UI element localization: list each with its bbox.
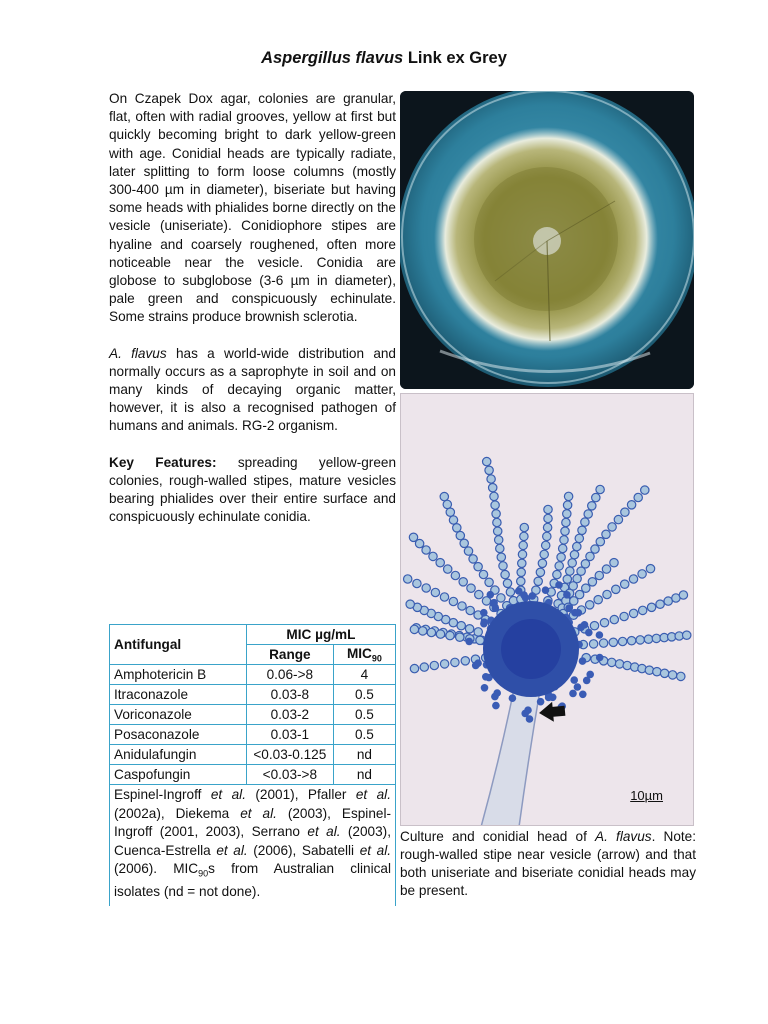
conidium — [440, 492, 448, 500]
conidium — [555, 562, 563, 570]
conidium — [557, 553, 565, 561]
conidium — [453, 524, 461, 532]
phialide-conidium — [489, 599, 497, 607]
mic90-value: 0.5 — [333, 725, 395, 745]
conidium — [634, 493, 642, 501]
conidium — [652, 634, 660, 642]
conidium — [592, 493, 600, 501]
conidium — [566, 567, 574, 575]
ref-etal: et al. — [307, 824, 341, 839]
conidium — [647, 603, 655, 611]
conidium — [543, 532, 551, 540]
conidium — [559, 544, 567, 552]
phialide-conidium — [596, 631, 604, 639]
culture-plate-illustration — [400, 91, 694, 389]
conidium — [575, 534, 583, 542]
conidium — [493, 518, 501, 526]
conidium — [542, 541, 550, 549]
drug-name: Voriconazole — [110, 705, 247, 725]
conidium — [610, 559, 618, 567]
conidium — [568, 559, 576, 567]
conidium — [582, 584, 590, 592]
conidium — [492, 510, 500, 518]
conidium — [422, 584, 430, 592]
phialide-conidium — [480, 609, 488, 617]
conidium — [573, 542, 581, 550]
conidium — [540, 550, 548, 558]
phialide-conidium — [574, 683, 582, 691]
ref-text: (2006), Sabatelli — [247, 842, 360, 858]
phialide-conidium — [596, 654, 604, 662]
conidium — [420, 663, 428, 671]
conidium — [590, 622, 598, 630]
conidium — [489, 484, 497, 492]
conidium — [544, 505, 552, 513]
phialide-conidium — [579, 691, 587, 699]
drug-name: Itraconazole — [110, 685, 247, 705]
conidium — [639, 606, 647, 614]
conidium — [497, 594, 505, 602]
conidium — [660, 669, 668, 677]
conidium — [588, 578, 596, 586]
conidium — [490, 492, 498, 500]
mic90-value: 4 — [333, 665, 395, 685]
conidium — [544, 514, 552, 522]
conidium — [602, 530, 610, 538]
conidium — [610, 615, 618, 623]
conidium — [518, 559, 526, 567]
conidium — [553, 570, 561, 578]
page-title — [0, 49, 768, 68]
conidium — [517, 577, 525, 585]
conidium — [543, 523, 551, 531]
conidium — [499, 562, 507, 570]
conidium — [603, 590, 611, 598]
conidium — [479, 570, 487, 578]
conidium — [677, 672, 685, 680]
conidium — [419, 627, 427, 635]
scale-bar — [630, 788, 663, 803]
conidium — [589, 640, 597, 648]
table-row — [110, 765, 396, 785]
mic90-value: nd — [333, 765, 395, 785]
conidium — [476, 636, 484, 644]
conidium — [608, 658, 616, 666]
conidium — [466, 606, 474, 614]
conidium — [518, 550, 526, 558]
ref-etal: et al. — [359, 842, 391, 858]
phialide-conidium — [571, 609, 579, 617]
conidium — [620, 612, 628, 620]
conidium — [600, 619, 608, 627]
conidium — [501, 570, 509, 578]
conidium — [485, 578, 493, 586]
mic-range: 0.03-8 — [246, 685, 333, 705]
conidium — [464, 547, 472, 555]
conidium — [495, 536, 503, 544]
conidium — [588, 502, 596, 510]
phialide-conidium — [570, 676, 578, 684]
conidium — [485, 466, 493, 474]
conidium — [459, 578, 467, 586]
mic-range: <0.03-0.125 — [246, 745, 333, 765]
conidium — [646, 565, 654, 573]
mic-range: 0.03-2 — [246, 705, 333, 725]
phialide-conidium — [579, 657, 587, 665]
conidium — [461, 657, 469, 665]
conidium — [474, 563, 482, 571]
conidial-head-illustration — [401, 394, 694, 826]
mic90-value: 0.5 — [333, 705, 395, 725]
conidium — [595, 571, 603, 579]
conidium — [641, 486, 649, 494]
conidium — [596, 538, 604, 546]
phialide-conidium — [520, 591, 528, 599]
phialide-conidium — [569, 690, 577, 698]
conidial-head-micrograph — [400, 393, 694, 826]
caption-species: A. flavus — [595, 829, 652, 844]
ref-text: (2003), Espinel-Ingroff (2001, 2003), Serrano — [114, 805, 391, 839]
table-row — [110, 725, 396, 745]
conidium — [410, 664, 418, 672]
ref-text: s from Australian clinical isolates (nd = not done). — [114, 861, 392, 900]
conidium — [491, 501, 499, 509]
phialide-conidium — [542, 586, 550, 594]
conidium — [615, 660, 623, 668]
conidium — [563, 510, 571, 518]
conidium — [497, 553, 505, 561]
conidium — [458, 602, 466, 610]
description-paragraph: On Czapek Dox agar, colonies are granular, flat, often with radial grooves, yellow at first but quickly becoming bright to dark yellow-green with age. Conidial heads are typically radiate, later splitting to form loose columns (mostly 300-400 µm in diameter), biseriate but having some heads with phialides borne directly on the vesicle (uniseriate). Conidiophore stipes are hyaline and coarsely roughened, often more noticeable near the vesicle. Conidia are globose to subglobose (3-6 µm in diameter), pale green and conspicuously echinulate. Some strains produce brownish sclerotia. — [109, 91, 396, 325]
phialide-conidium — [581, 621, 589, 629]
phialide-conidium — [487, 591, 495, 599]
caption-text: Culture and conidial head of — [400, 829, 596, 844]
conidium — [494, 527, 502, 535]
conidium — [599, 639, 607, 647]
conidium — [443, 500, 451, 508]
conidium — [446, 508, 454, 516]
culture-plate-photo — [400, 91, 694, 389]
conidium — [446, 631, 454, 639]
mic-range: 0.03-1 — [246, 725, 333, 745]
conidium — [609, 638, 617, 646]
conidium — [602, 565, 610, 573]
conidium — [475, 590, 483, 598]
drug-name: Anidulafungin — [110, 745, 247, 765]
conidium — [456, 633, 464, 641]
conidium — [536, 568, 544, 576]
conidium — [612, 585, 620, 593]
header-mic90-label: MIC — [346, 645, 372, 661]
phialide-conidium — [509, 694, 517, 702]
conidium — [594, 596, 602, 604]
key-features-text: spreading yellow-green colonies, rough-walled stipes, mature vesicles bearing phialides over their entire surface and conspicuously echinulate conidia. — [109, 454, 397, 525]
phialide-conidium — [526, 715, 534, 723]
conidium — [469, 555, 477, 563]
conidium — [449, 597, 457, 605]
conidium — [410, 625, 418, 633]
phialide-conidium — [555, 581, 563, 589]
conidium — [451, 571, 459, 579]
phialide-conidium — [493, 689, 501, 697]
conidium — [608, 523, 616, 531]
conidium — [506, 588, 514, 596]
header-mic: MIC µg/mL — [246, 625, 395, 645]
distribution-species: A. flavus — [109, 345, 167, 361]
conidium — [496, 544, 504, 552]
table-row — [110, 685, 396, 705]
ref-text: (2002a), Diekema — [114, 805, 241, 821]
phialide-conidium — [465, 638, 473, 646]
conidium — [591, 545, 599, 553]
ref-text: (2003), Cuenca-Estrella — [114, 824, 391, 858]
conidium — [413, 579, 421, 587]
conidium — [409, 533, 417, 541]
phialide-conidium — [545, 694, 553, 702]
key-features-paragraph — [109, 454, 396, 527]
ref-etal: et al. — [216, 842, 248, 858]
conidium — [584, 510, 592, 518]
conidium — [427, 628, 435, 636]
phialide-conidium — [537, 698, 545, 706]
conidium — [431, 588, 439, 596]
conidium — [519, 541, 527, 549]
phialide-conidium — [472, 662, 480, 670]
ref-sub: 90 — [198, 868, 209, 879]
conidium — [440, 593, 448, 601]
conidium — [614, 515, 622, 523]
table-references — [110, 785, 396, 906]
conidium — [668, 671, 676, 679]
conidium — [474, 628, 482, 636]
ref-etal: et al. — [210, 787, 246, 802]
conidium — [636, 636, 644, 644]
conidium — [629, 575, 637, 583]
title-authority: Link ex Grey — [407, 49, 507, 67]
phialide-conidium — [585, 629, 593, 637]
conidium — [618, 637, 626, 645]
conidium — [656, 600, 664, 608]
header-mic90-sub: 90 — [371, 653, 382, 664]
distribution-text: has a world-wide distribution and normally occurs as a saprophyte in soil and on many kinds of decaying organic matter, however, it is also a recognised pathogen of humans and animals. RG-2 organism. — [109, 345, 396, 434]
phialide-conidium — [480, 618, 488, 626]
conidium — [562, 518, 570, 526]
conidium — [627, 501, 635, 509]
text-column — [109, 90, 396, 544]
table-row — [110, 665, 396, 685]
conidium — [564, 492, 572, 500]
conidium — [561, 527, 569, 535]
ref-etal: et al. — [240, 805, 277, 821]
conidium — [638, 570, 646, 578]
conidium — [436, 630, 444, 638]
drug-name: Posaconazole — [110, 725, 247, 745]
table-row — [110, 705, 396, 725]
conidium — [538, 559, 546, 567]
phialide-conidium — [524, 706, 532, 714]
conidium — [534, 577, 542, 585]
conidium — [483, 457, 491, 465]
conidium — [560, 536, 568, 544]
conidium — [467, 584, 475, 592]
caption-text: . Note: rough-walled stipe near vesicle (arrow) and that both uniseriate and biseriate conidial heads may be present. — [400, 829, 696, 898]
conidium — [406, 600, 414, 608]
conidium — [596, 485, 604, 493]
distribution-paragraph — [109, 345, 396, 436]
conidium — [440, 660, 448, 668]
conidium — [460, 539, 468, 547]
ref-text: (2006). MIC — [114, 861, 199, 876]
conidium — [563, 501, 571, 509]
conidium — [627, 637, 635, 645]
mic90-value: 0.5 — [333, 685, 395, 705]
conidium — [436, 559, 444, 567]
drug-name: Caspofungin — [110, 765, 247, 785]
scale-bar-value: 10 — [630, 788, 645, 803]
conidium — [503, 579, 511, 587]
conidium — [429, 552, 437, 560]
table-row — [110, 745, 396, 765]
conidium — [487, 475, 495, 483]
conidium — [586, 601, 594, 609]
conidium — [430, 661, 438, 669]
conidium — [456, 531, 464, 539]
phialide-conidium — [492, 702, 500, 710]
conidium — [644, 635, 652, 643]
conidium — [621, 508, 629, 516]
conidium — [422, 546, 430, 554]
figure-caption — [400, 828, 696, 900]
ref-text: (2001), Pfaller — [245, 787, 356, 802]
header-range: Range — [246, 645, 333, 665]
mic-table — [109, 624, 396, 906]
conidium — [629, 609, 637, 617]
phialide-conidium — [529, 592, 537, 600]
scale-bar-unit: µm — [644, 788, 663, 803]
conidium — [621, 580, 629, 588]
conidium — [449, 516, 457, 524]
mic90-value: nd — [333, 745, 395, 765]
conidium — [570, 551, 578, 559]
conidium — [653, 668, 661, 676]
mic-range: <0.03->8 — [246, 765, 333, 785]
conidium — [679, 591, 687, 599]
conidium — [465, 625, 473, 633]
conidium — [520, 523, 528, 531]
drug-name: Amphotericin B — [110, 665, 247, 685]
conidium — [581, 518, 589, 526]
conidium — [444, 565, 452, 573]
conidium — [586, 552, 594, 560]
conidium — [404, 575, 412, 583]
conidium — [578, 526, 586, 534]
conidium — [683, 631, 691, 639]
phialide-conidium — [481, 684, 489, 692]
phialide-conidium — [563, 591, 571, 599]
title-species: Aspergillus flavus — [261, 49, 404, 67]
ref-text: Espinel-Ingroff — [114, 787, 211, 802]
phialide-conidium — [586, 671, 594, 679]
conidium — [451, 658, 459, 666]
conidium — [517, 568, 525, 576]
header-mic90 — [333, 645, 395, 665]
header-antifungal: Antifungal — [110, 625, 247, 665]
conidium — [520, 532, 528, 540]
conidium — [457, 622, 465, 630]
ref-etal: et al. — [355, 787, 391, 802]
key-features-label: Key Features: — [109, 454, 217, 470]
mic-range: 0.06->8 — [246, 665, 333, 685]
